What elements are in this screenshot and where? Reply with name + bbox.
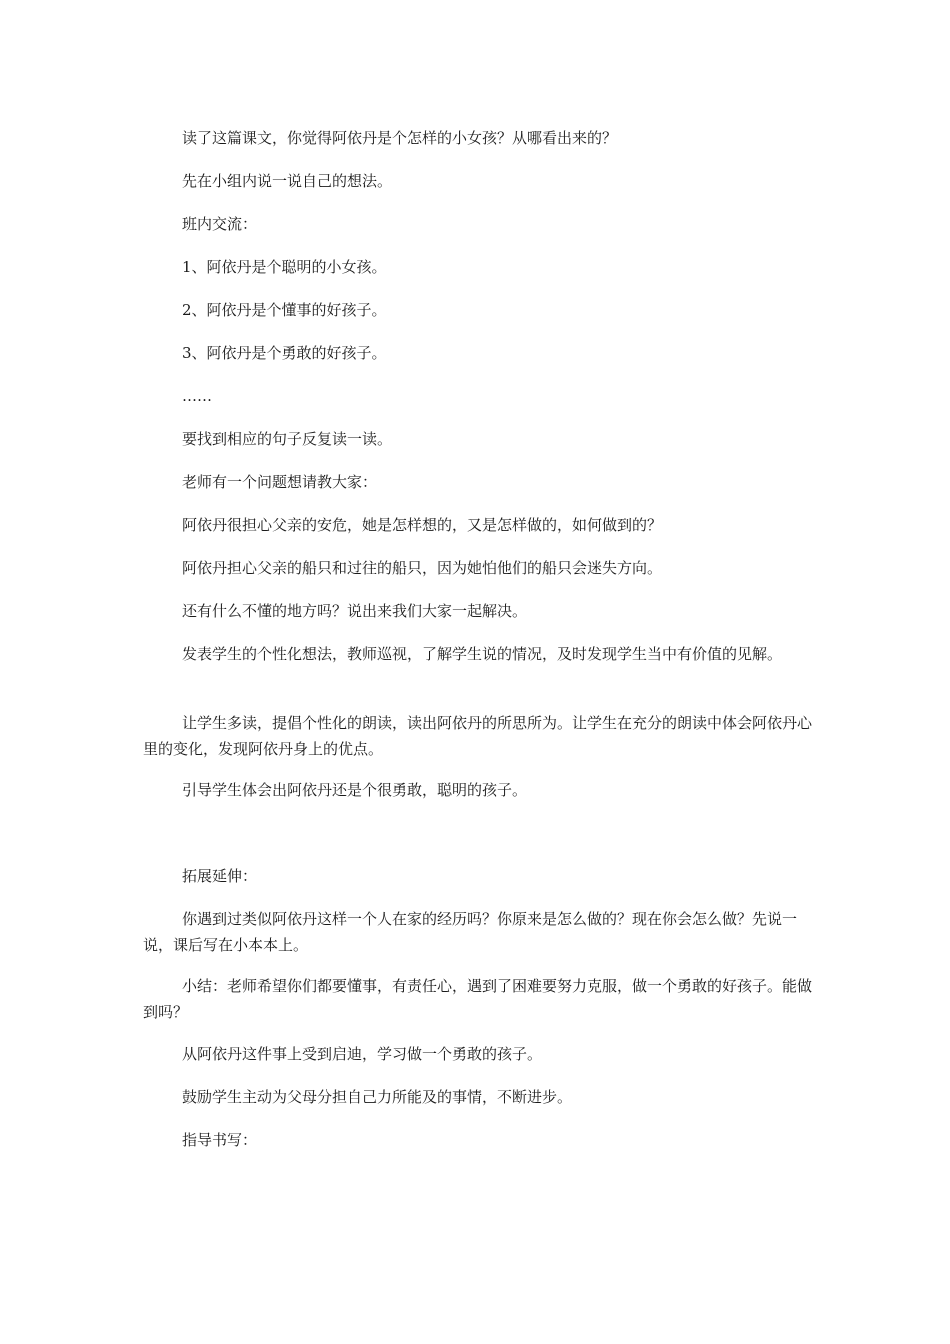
paragraph-brave-child: 引导学生体会出阿依丹还是个很勇敢，聪明的孩子。 (182, 781, 528, 799)
paragraph-questions: 还有什么不懂的地方吗？说出来我们大家一起解决。 (182, 602, 528, 620)
paragraph-extension: 你遇到过类似阿依丹这样一个人在家的经历吗？你原来是怎么做的？现在你会怎么做？先说一说，课后写在小本本上。 (143, 910, 798, 954)
paragraph-class-exchange: 班内交流： (182, 215, 258, 233)
list-item-1: 1、阿依丹是个聪明的小女孩。 (182, 258, 387, 276)
paragraph-question-intro: 读了这篇课文，你觉得阿依丹是个怎样的小女孩？从哪看出来的？ (182, 129, 618, 147)
list-item-3: 3、阿依丹是个勇敢的好孩子。 (182, 344, 387, 362)
paragraph-worry-answer: 阿依丹担心父亲的船只和过往的船只，因为她怕他们的船只会迷失方向。 (182, 559, 663, 577)
paragraph-inspiration: 从阿依丹这件事上受到启迪，学习做一个勇敢的孩子。 (182, 1045, 543, 1063)
paragraph-summary: 小结：老师希望你们都要懂事，有责任心，遇到了困难要努力克服，做一个勇敢的好孩子。能做到吗？ (143, 977, 813, 1021)
heading-extension: 拓展延伸： (182, 867, 258, 885)
paragraph-read-sentences: 要找到相应的句子反复读一读。 (182, 430, 393, 448)
paragraph-encouragement: 鼓励学生主动为父母分担自己力所能及的事情，不断进步。 (182, 1088, 573, 1106)
paragraph-reading-guidance: 让学生多读，提倡个性化的朗读，读出阿依丹的所思所为。让学生在充分的朗读中体会阿依丹心里的变化，发现阿依丹身上的优点。 (143, 714, 813, 758)
paragraph-group-discussion: 先在小组内说一说自己的想法。 (182, 172, 393, 190)
paragraph-worry-question: 阿依丹很担心父亲的安危，她是怎样想的，又是怎样做的，如何做到的？ (182, 516, 663, 534)
paragraph-teacher-question: 老师有一个问题想请教大家： (182, 473, 378, 491)
list-item-2: 2、阿依丹是个懂事的好孩子。 (182, 301, 387, 319)
heading-writing-guidance: 指导书写： (182, 1131, 258, 1149)
paragraph-student-ideas: 发表学生的个性化想法，教师巡视，了解学生说的情况，及时发现学生当中有价值的见解。 (182, 645, 783, 663)
ellipsis-line: …… (182, 387, 212, 405)
